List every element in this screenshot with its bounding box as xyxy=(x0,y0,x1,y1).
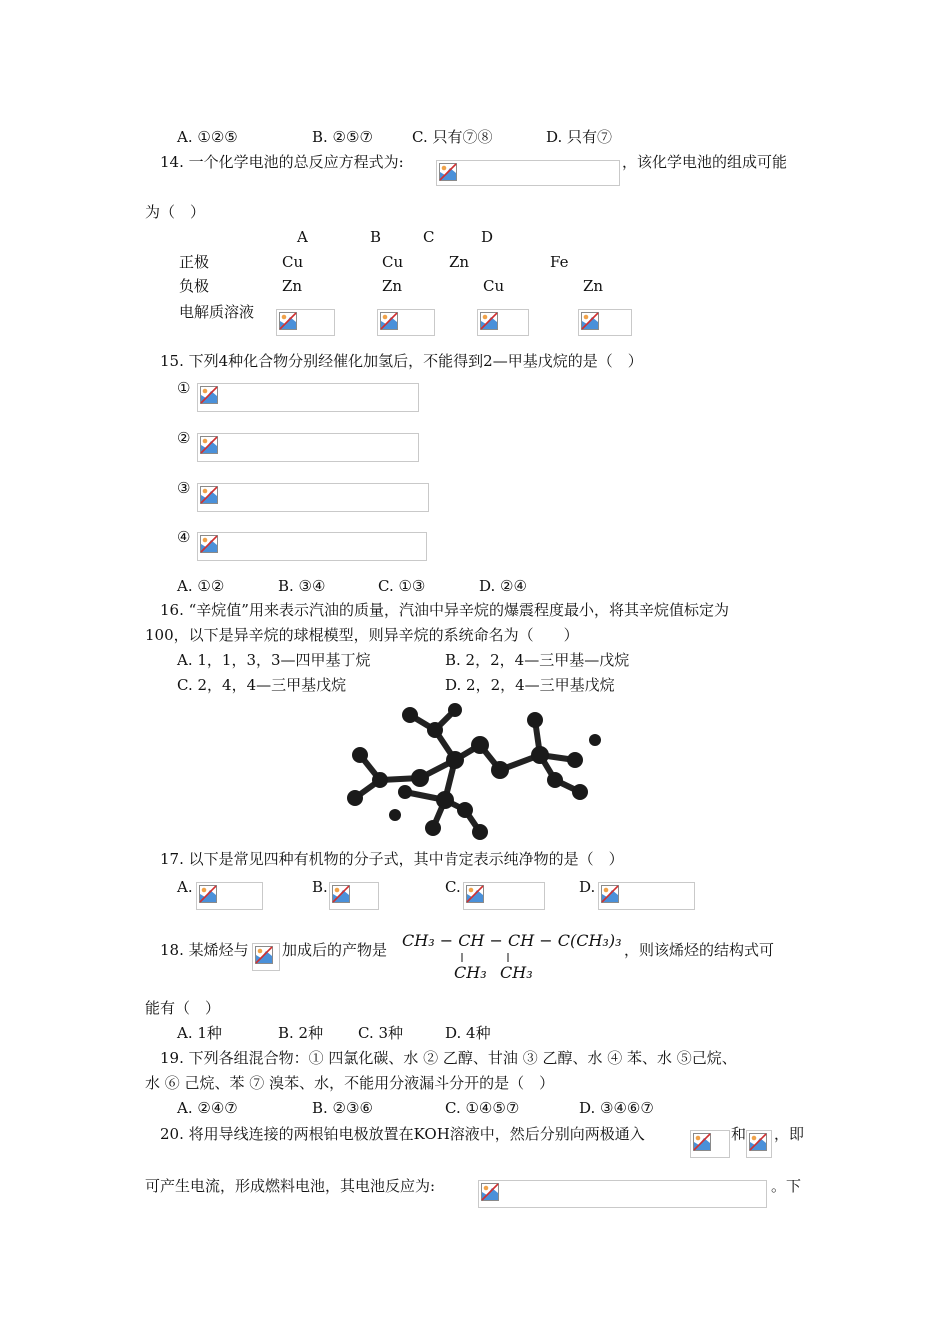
q18-stem-pre: 18. 某烯烃与 xyxy=(160,941,249,959)
q18-formula-sub2: CH₃ xyxy=(500,963,533,982)
q19-option-b: B. ②③⑥ xyxy=(312,1099,373,1117)
broken-image-icon xyxy=(279,312,297,330)
q17-label-b: B. xyxy=(312,878,328,896)
q13-option-a: A. ①②⑤ xyxy=(177,128,238,146)
q14-stem-line1: 14. 一个化学电池的总反应方程式为: xyxy=(160,153,404,171)
q18-formula-main: CH₃ − CH − CH − C(CH₃)₃ xyxy=(402,931,622,950)
q16-stem-line2: 100，以下是异辛烷的球棍模型，则异辛烷的系统命名为（ ） xyxy=(145,626,579,644)
broken-image-icon xyxy=(601,885,619,903)
q14-stem-line1-tail: ，该化学电池的组成可能 xyxy=(622,153,788,171)
q18-option-d: D. 4种 xyxy=(445,1024,491,1042)
q16-stem-line1: 16. “辛烷值”用来表示汽油的质量，汽油中异辛烷的爆震程度最小，将其辛烷值标定为 xyxy=(160,601,729,619)
q16-option-d: D. 2，2，4—三甲基戊烷 xyxy=(445,676,615,694)
q14-negative-b: Zn xyxy=(382,277,403,295)
q15-option-c: C. ①③ xyxy=(378,577,426,595)
q15-compound-4-image xyxy=(197,532,427,561)
broken-image-icon xyxy=(200,386,218,404)
broken-image-icon xyxy=(481,1183,499,1201)
q13-option-d: D. 只有⑦ xyxy=(546,128,613,146)
broken-image-icon xyxy=(200,436,218,454)
broken-image-icon xyxy=(439,163,457,181)
q17-label-a: A. xyxy=(177,878,193,896)
q19-stem-line2: 水 ⑥ 己烷、苯 ⑦ 溴苯、水，不能用分液漏斗分开的是（ ） xyxy=(145,1074,555,1092)
q17-formula-a-image xyxy=(196,882,263,910)
q14-header-a: A xyxy=(297,228,308,246)
broken-image-icon xyxy=(255,946,273,964)
q18-product-formula xyxy=(402,928,634,988)
q20-gas-2-image xyxy=(746,1130,772,1158)
q13-option-b: B. ②⑤⑦ xyxy=(312,128,373,146)
q14-positive-c: Zn xyxy=(449,253,470,271)
q17-label-d: D. xyxy=(579,878,596,896)
q14-electrolyte-b-image xyxy=(377,309,435,336)
q15-option-b: B. ③④ xyxy=(278,577,326,595)
q15-option-d: D. ②④ xyxy=(479,577,527,595)
broken-image-icon xyxy=(749,1133,767,1151)
q18-reagent-image xyxy=(252,943,280,971)
q16-option-a: A. 1，1，3，3—四甲基丁烷 xyxy=(177,651,371,669)
q16-option-b: B. 2，2，4—三甲基—戊烷 xyxy=(445,651,630,669)
q16-option-c: C. 2，4，4—三甲基戊烷 xyxy=(177,676,347,694)
q17-label-c: C. xyxy=(445,878,461,896)
q20-stem-line2: 可产生电流，形成燃料电池，其电池反应为: xyxy=(145,1177,436,1195)
q14-electrolyte-d-image xyxy=(578,309,632,336)
q17-formula-c-image xyxy=(463,882,545,910)
q14-positive-d: Fe xyxy=(550,253,569,271)
q14-positive-b: Cu xyxy=(382,253,404,271)
q14-stem-line2: 为（ ） xyxy=(145,203,206,221)
q18-stem-mid: 加成后的产物是 xyxy=(282,941,388,959)
isooctane-ball-and-stick-model xyxy=(335,700,610,840)
q19-option-a: A. ②④⑦ xyxy=(177,1099,238,1117)
q14-row-positive-label: 正极 xyxy=(179,253,210,271)
q19-stem-line1: 19. 下列各组混合物：① 四氯化碳、水 ② 乙醇、甘油 ③ 乙醇、水 ④ 苯、水 ⑤己烷、 xyxy=(160,1049,737,1067)
q14-equation-image xyxy=(436,160,620,186)
q15-marker-4: ④ xyxy=(177,528,191,546)
broken-image-icon xyxy=(480,312,498,330)
broken-image-icon xyxy=(199,885,217,903)
q20-cell-reaction-image xyxy=(478,1180,767,1208)
broken-image-icon xyxy=(200,535,218,553)
q14-negative-a: Zn xyxy=(282,277,303,295)
q18-option-a: A. 1种 xyxy=(177,1024,222,1042)
q15-compound-1-image xyxy=(197,383,419,412)
q14-header-c: C xyxy=(423,228,435,246)
broken-image-icon xyxy=(200,486,218,504)
broken-image-icon xyxy=(332,885,350,903)
q15-stem: 15. 下列4种化合物分别经催化加氢后，不能得到2—甲基戊烷的是（ ） xyxy=(160,352,643,370)
q15-compound-2-image xyxy=(197,433,419,462)
q20-and: 和 xyxy=(731,1125,747,1143)
broken-image-icon xyxy=(581,312,599,330)
q14-positive-a: Cu xyxy=(282,253,304,271)
q15-marker-2: ② xyxy=(177,429,191,447)
q14-negative-c: Cu xyxy=(483,277,505,295)
q14-row-electrolyte-label: 电解质溶液 xyxy=(179,303,255,321)
q20-gas-1-image xyxy=(690,1130,730,1158)
broken-image-icon xyxy=(380,312,398,330)
q17-formula-b-image xyxy=(329,882,379,910)
q17-stem: 17. 以下是常见四种有机物的分子式，其中肯定表示纯净物的是（ ） xyxy=(160,850,624,868)
q18-formula-sub1: CH₃ xyxy=(454,963,487,982)
q14-electrolyte-c-image xyxy=(477,309,529,336)
q20-stem-line2-tail: 。下 xyxy=(771,1177,802,1195)
broken-image-icon xyxy=(466,885,484,903)
q15-option-a: A. ①② xyxy=(177,577,225,595)
q18-option-b: B. 2种 xyxy=(278,1024,324,1042)
q19-option-d: D. ③④⑥⑦ xyxy=(579,1099,654,1117)
q18-stem-tail: ，则该烯烃的结构式可 xyxy=(624,941,775,959)
q15-compound-3-image xyxy=(197,483,429,512)
q14-header-d: D xyxy=(481,228,494,246)
q15-marker-3: ③ xyxy=(177,479,191,497)
q14-negative-d: Zn xyxy=(583,277,604,295)
q19-option-c: C. ①④⑤⑦ xyxy=(445,1099,520,1117)
q20-stem-line1: 20. 将用导线连接的两根铂电极放置在KOH溶液中，然后分别向两极通入 xyxy=(160,1125,645,1143)
q14-header-b: B xyxy=(370,228,382,246)
q13-option-c: C. 只有⑦⑧ xyxy=(412,128,493,146)
q18-option-c: C. 3种 xyxy=(358,1024,404,1042)
q18-stem-line2: 能有（ ） xyxy=(145,999,221,1017)
q17-formula-d-image xyxy=(598,882,695,910)
broken-image-icon xyxy=(693,1133,711,1151)
q14-electrolyte-a-image xyxy=(276,309,335,336)
q15-marker-1: ① xyxy=(177,379,191,397)
q14-row-negative-label: 负极 xyxy=(179,277,210,295)
q20-stem-line1-tail: ，即 xyxy=(774,1125,805,1143)
